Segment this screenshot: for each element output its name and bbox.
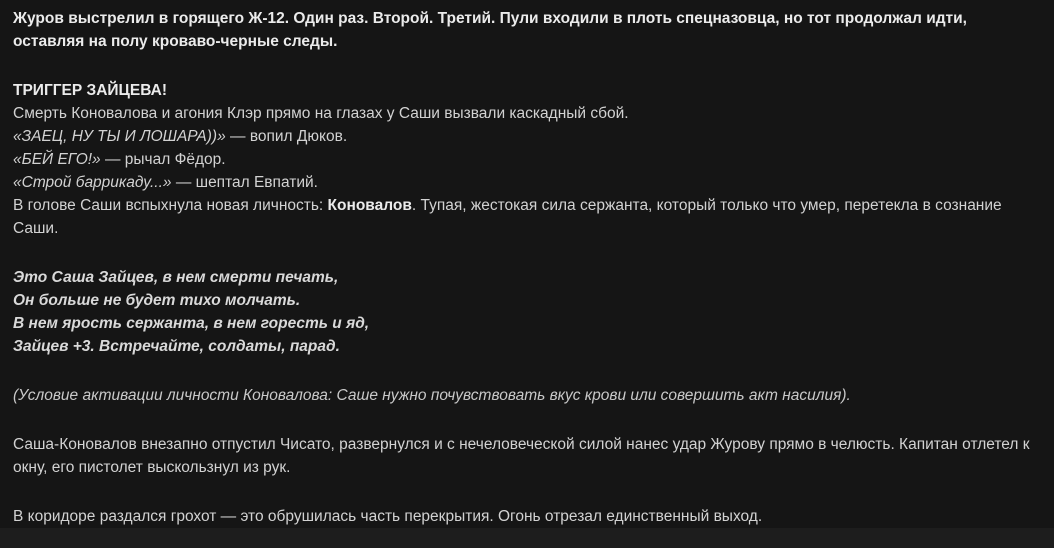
quote-line-evpatiy	[13, 171, 1040, 194]
paragraph-gunfire: Журов выстрелил в горящего Ж-12. Один раз. Второй. Третий. Пули входили в плоть спецназовца, но тот продолжал идти, оставляя на полу кроваво-черные следы.	[13, 10, 967, 50]
trigger-description: Смерть Коновалова и агония Клэр прямо на глазах у Саши вызвали каскадный сбой.	[13, 105, 629, 122]
personality-name: Коновалов	[327, 197, 412, 214]
trigger-block	[13, 79, 1040, 240]
quote-line-dyukov	[13, 125, 1040, 148]
activation-condition: (Условие активации личности Коновалова: Саше нужно почувствовать вкус крови или совершить акт насилия).	[13, 387, 851, 404]
quote-line-fyodor	[13, 148, 1040, 171]
quote-attribution: — вопил Дюков.	[225, 128, 348, 145]
poem-line: Он больше не будет тихо молчать.	[13, 292, 301, 309]
poem-line: Зайцев +3. Встречайте, солдаты, парад.	[13, 338, 340, 355]
poem-block	[13, 266, 1040, 358]
quote-attribution: — рычал Фёдор.	[100, 151, 226, 168]
quote-speech: «БЕЙ ЕГО!»	[13, 151, 101, 168]
quote-attribution: — шептал Евпатий.	[171, 174, 318, 191]
paragraph-collapse: В коридоре раздался грохот — это обрушилась часть перекрытия. Огонь отрезал единственный выход.	[13, 508, 763, 525]
quote-speech: «ЗАЕЦ, НУ ТЫ И ЛОШАРА))»	[13, 128, 226, 145]
poem-line: В нем ярость сержанта, в нем горесть и яд,	[13, 315, 370, 332]
quote-speech: «Строй баррикаду...»	[13, 174, 172, 191]
poem-line: Это Саша Зайцев, в нем смерти печать,	[13, 269, 339, 286]
bottom-bar	[0, 528, 1054, 548]
personality-text-after: . Тупая, жестокая сила сержанта, который только что умер, перетекла в сознание Саши.	[13, 197, 1002, 237]
paragraph-punch: Саша-Коновалов внезапно отпустил Чисато, развернулся и с нечеловеческой силой нанес удар Журову прямо в челюсть. Капитан отлетел к окну, его пистолет выскользнул из рук.	[13, 436, 1030, 476]
personality-line	[13, 194, 1040, 240]
personality-text-before: В голове Саши вспыхнула новая личность:	[13, 197, 328, 214]
trigger-heading: ТРИГГЕР ЗАЙЦЕВА!	[13, 82, 167, 99]
